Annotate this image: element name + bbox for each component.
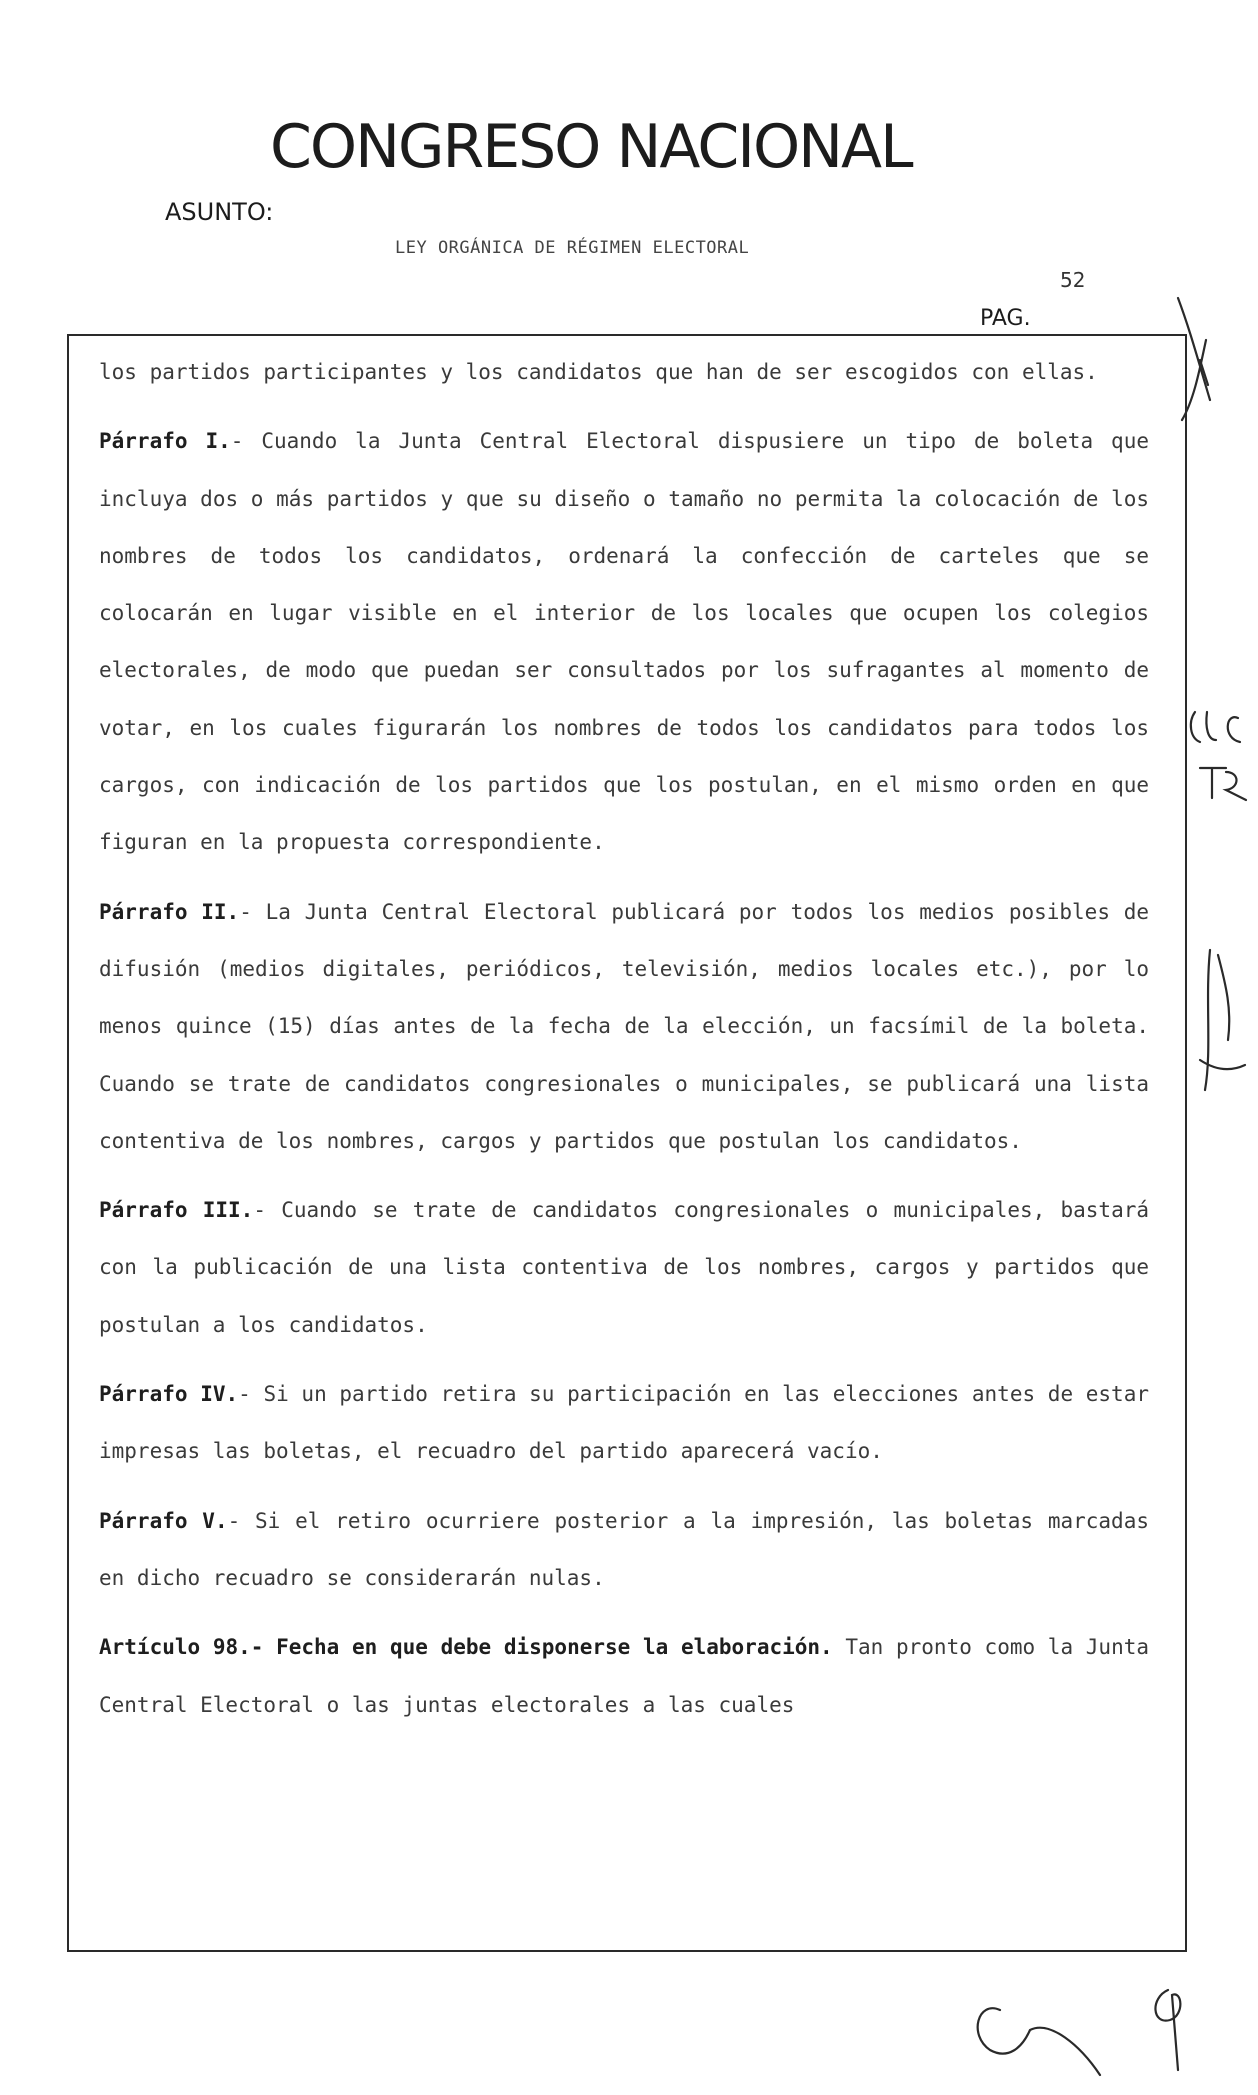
paragraph-3 — [99, 1182, 1149, 1354]
paragraph-text: - Cuando se trate de candidatos congresionales o municipales, bastará con la publicación de una lista contentiva de los nombres, cargos y partidos que postulan a los candidatos. — [99, 1198, 1149, 1337]
paragraph-5 — [99, 1493, 1149, 1608]
paragraph-2 — [99, 884, 1149, 1170]
paragraph-heading: Párrafo I. — [99, 429, 231, 454]
margin-initials-mark — [1200, 1060, 1245, 1069]
continuation-paragraph: los partidos participantes y los candidatos que han de ser escogidos con ellas. — [99, 360, 1098, 384]
paragraph-text: - Si el retiro ocurriere posterior a la impresión, las boletas marcadas en dicho recuadro se considerarán nulas. — [99, 1508, 1149, 1590]
initials-mark — [1206, 712, 1216, 740]
article-98 — [99, 1619, 1149, 1734]
initials-mark — [1228, 717, 1240, 742]
paragraph-heading: Párrafo IV. — [99, 1382, 239, 1407]
institution-title: CONGRESO NACIONAL — [270, 112, 912, 182]
paragraph-text: - Si un partido retira su participación en las elecciones antes de estar impresas las boletas, el recuadro del partido aparecerá vacío. — [99, 1382, 1149, 1464]
margin-initials-mark — [1205, 950, 1210, 1090]
article-heading: Artículo 98.- Fecha en que debe disponerse la elaboración. — [99, 1635, 833, 1660]
page-label: PAG. — [980, 306, 1031, 331]
paragraph-text: - Cuando la Junta Central Electoral dispusiere un tipo de boleta que incluya dos o más partidos y que su diseño o tamaño no permita la colocación de los nombres de todos los candidatos, ordenará la confección de carteles que se colocarán en lugar visible en el interior de los locales que ocupen los colegios electorales, de modo que puedan ser consultados por los sufragantes al momento de votar, en los cuales figurarán los nombres de todos los candidatos para todos los cargos, con indicación de los partidos que los postulan, en el mismo orden en que figuran en la propuesta correspondiente. — [99, 429, 1149, 855]
paragraph-text: - La Junta Central Electoral publicará por todos los medios posibles de difusión (medios digitales, periódicos, televisión, medios locales etc.), por lo menos quince (15) días antes de la fecha de la elección, un facsímil de la boleta. Cuando se trate de candidatos congresionales o municipales, se publicará una lista contentiva de los nombres, cargos y partidos que postulan los candidatos. — [99, 899, 1149, 1153]
initials-mark — [1200, 768, 1246, 800]
paragraph-heading: Párrafo III. — [99, 1198, 254, 1223]
article-text: Tan pronto como la Junta Central Electoral o las juntas electorales a las cuales — [99, 1635, 1149, 1717]
page-number: 52 — [1060, 268, 1086, 292]
document-subject: LEY ORGÁNICA DE RÉGIMEN ELECTORAL — [395, 238, 750, 258]
margin-initials-mark — [1218, 955, 1229, 1040]
signature-mark — [978, 2008, 1100, 2075]
paragraph-4 — [99, 1366, 1149, 1481]
initials-mark — [1191, 712, 1200, 742]
paragraph-heading: Párrafo II. — [99, 899, 240, 924]
document-body — [99, 344, 1149, 1746]
paragraph-1 — [99, 413, 1149, 871]
signature-mark — [1155, 1990, 1180, 2070]
paragraph-heading: Párrafo V. — [99, 1508, 228, 1533]
margin-x-mark — [1200, 360, 1208, 385]
asunto-label: ASUNTO: — [165, 198, 274, 226]
